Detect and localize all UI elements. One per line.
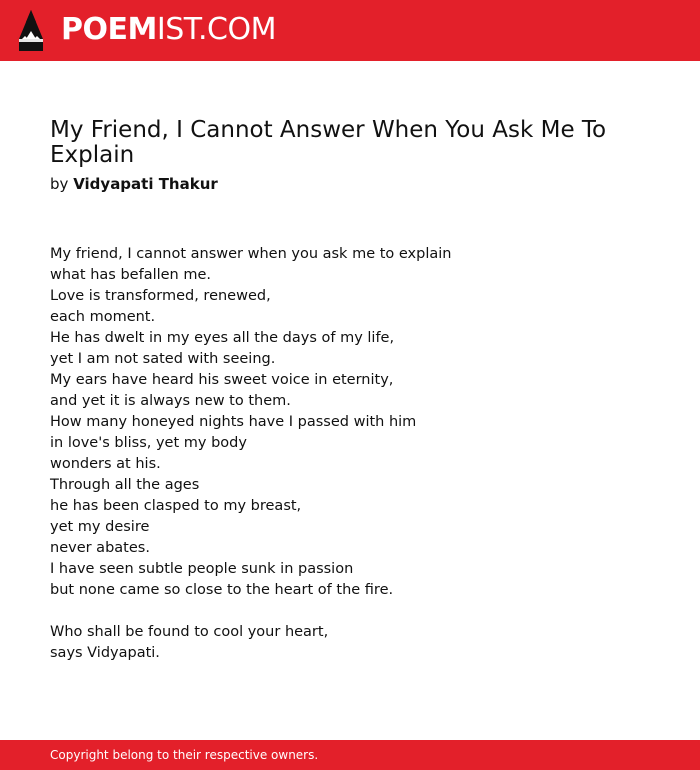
poem-line: never abates.	[50, 540, 150, 556]
byline-prefix: by	[50, 175, 69, 193]
poem-line: in love's bliss, yet my body	[50, 435, 247, 451]
poem-line: He has dwelt in my eyes all the days of my life,	[50, 330, 395, 346]
poem-line: says Vidyapati.	[50, 645, 160, 661]
poem-line: yet I am not sated with seeing.	[50, 351, 276, 367]
poem-line: Through all the ages	[50, 477, 200, 493]
site-header	[0, 0, 700, 61]
poem-line: and yet it is always new to them.	[50, 393, 291, 409]
poem-line: but none came so close to the heart of the fire.	[50, 582, 394, 598]
site-footer	[0, 740, 700, 770]
pencil-tip-icon	[16, 9, 46, 53]
poem-line: yet my desire	[50, 519, 150, 535]
poem-stanza	[50, 622, 650, 664]
poem-line: I have seen subtle people sunk in passion	[50, 561, 354, 577]
byline	[50, 174, 218, 194]
poem-body	[50, 244, 650, 685]
poem-line: what has befallen me.	[50, 267, 212, 283]
poem-line: he has been clasped to my breast,	[50, 498, 302, 514]
poem-line: each moment.	[50, 309, 156, 325]
poem-line: Love is transformed, renewed,	[50, 288, 271, 304]
copyright-text: Copyright belong to their respective owners.	[50, 748, 319, 762]
poem-stanza	[50, 244, 650, 601]
poem-line: wonders at his.	[50, 456, 161, 472]
logo-light-text: IST.COM	[156, 12, 276, 47]
poem-line: My ears have heard his sweet voice in eternity,	[50, 372, 394, 388]
site-logo-link[interactable]	[61, 12, 276, 48]
poem-title: My Friend, I Cannot Answer When You Ask Me To Explain	[50, 117, 607, 168]
logo-bold-text: POEM	[61, 12, 157, 47]
author-name: Vidyapati Thakur	[73, 175, 218, 193]
poem-line: How many honeyed nights have I passed with him	[50, 414, 417, 430]
poem-line: My friend, I cannot answer when you ask me to explain	[50, 246, 452, 262]
poem-line: Who shall be found to cool your heart,	[50, 624, 329, 640]
